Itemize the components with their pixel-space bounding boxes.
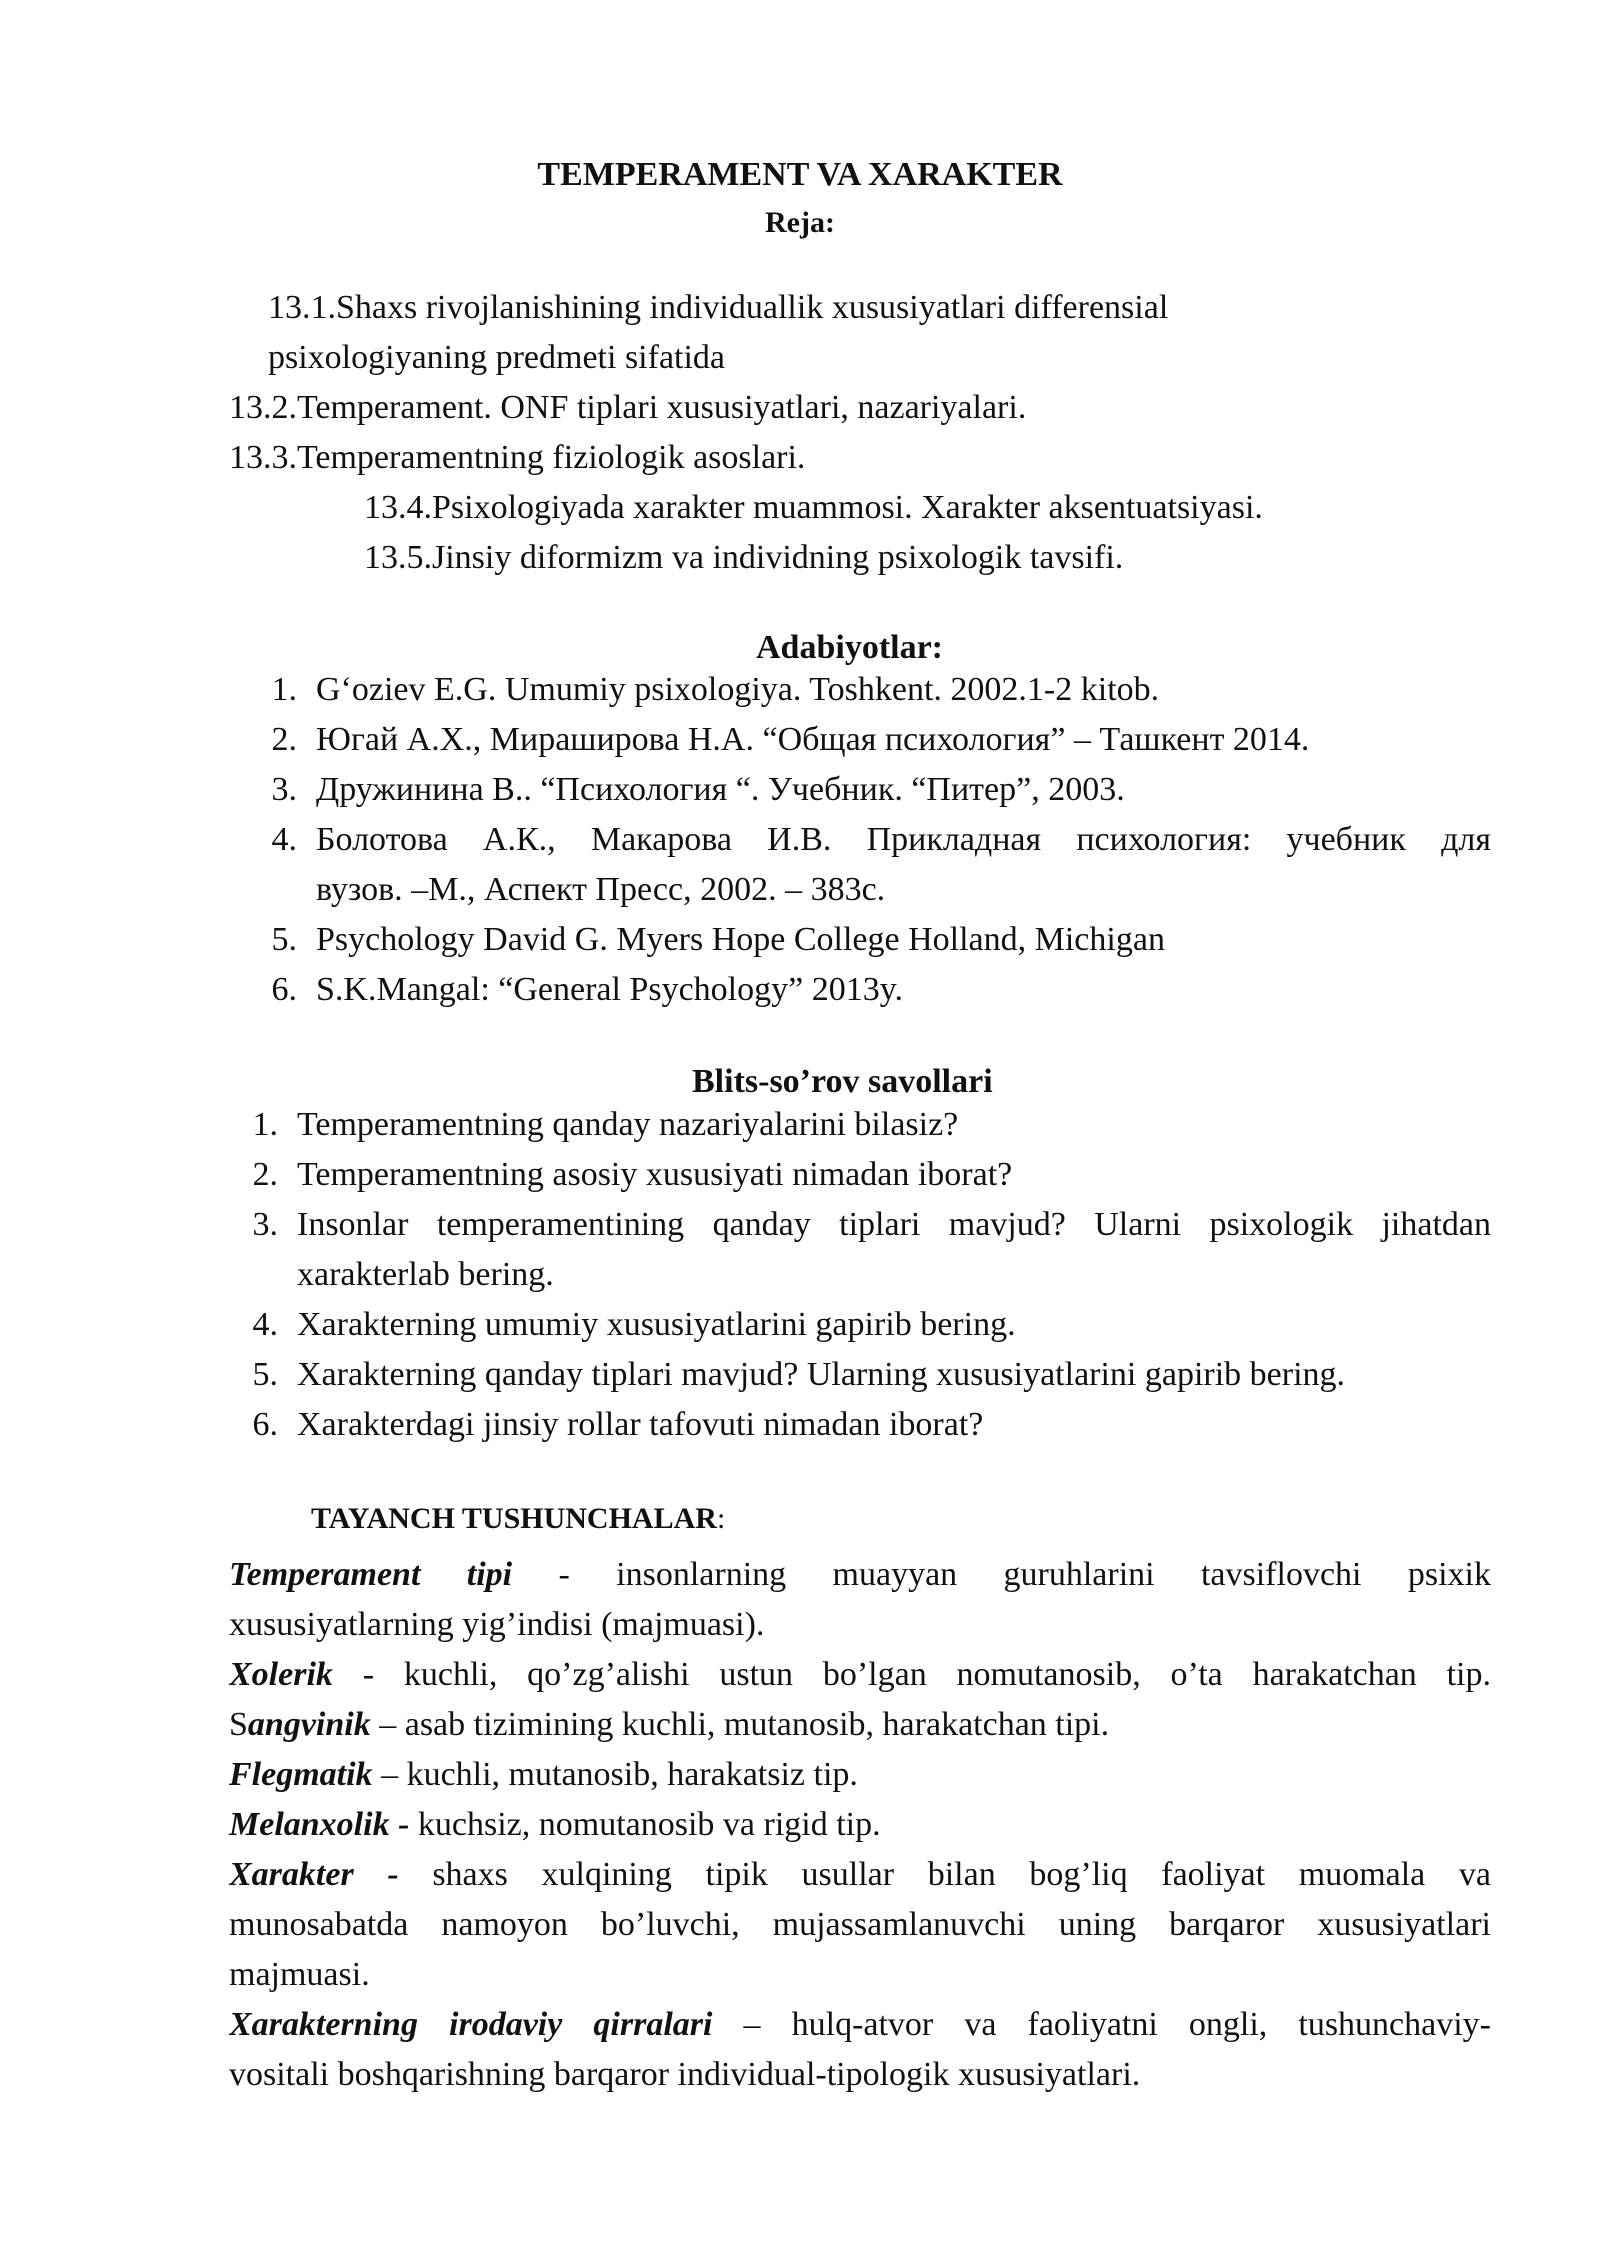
list-number: 1.	[252, 1106, 278, 1143]
question-item	[0, 1400, 1600, 1450]
literature-text-line-2: вузов. –М., Аспект Пресс, 2002. – 383с.	[316, 871, 886, 908]
concept-flegmatik	[229, 1750, 1491, 1800]
concept-term: Temperament tipi	[229, 1556, 513, 1593]
concept-term: Melanxolik -	[229, 1806, 410, 1843]
concept-definition: - insonlarning muayyan guruhlarini tavsiflovchi psixik	[512, 1556, 1491, 1593]
concept-term-prefix: S	[229, 1706, 248, 1743]
list-number: 1.	[271, 671, 297, 708]
concept-definition: shaxs xulqining tipik usullar bilan bog’liq faoliyat muomala va	[398, 1856, 1491, 1893]
literature-text: Psychology David G. Myers Hope College Holland, Michigan	[316, 921, 1165, 958]
concept-xolerik	[229, 1650, 1491, 1700]
plan-heading: Reja:	[765, 206, 835, 239]
concept-irodaviy-qirralar-line-1	[229, 2000, 1491, 2050]
concepts-block	[229, 1550, 1491, 2100]
concept-definition: kuchsiz, nomutanosib va rigid tip.	[409, 1806, 881, 1843]
literature-text: S.K.Mangal: “General Psychology” 2013y.	[316, 971, 904, 1008]
plan-item-1-line-1: 13.1.Shaxs rivojlanishining individuallik xususiyatlari differensial	[268, 289, 1169, 326]
key-concepts-heading	[311, 1494, 725, 1544]
list-number: 6.	[271, 971, 297, 1008]
literature-heading: Adabiyotlar:	[756, 629, 943, 666]
question-item	[0, 1150, 1600, 1200]
literature-item	[0, 965, 1600, 1015]
plan-item-2: 13.2.Temperament. ONF tiplari xususiyatlari, nazariyalari.	[229, 389, 1027, 426]
concept-temperament-tipi-line-2: xususiyatlarning yig’indisi (majmuasi).	[229, 1606, 765, 1643]
concept-term: Xarakterning irodaviy qirralari	[229, 2006, 713, 2043]
question-text: Temperamentning asosiy xususiyati nimadan iborat?	[297, 1156, 1013, 1193]
list-number: 5.	[252, 1356, 278, 1393]
literature-text: Югай А.Х., Мираширова Н.А. “Общая психология” – Ташкент 2014.	[316, 721, 1310, 758]
literature-text: G‘oziev E.G. Umumiy psixologiya. Toshkent. 2002.1-2 kitob.	[316, 671, 1160, 708]
concept-xarakter-line-3: majmuasi.	[229, 1956, 370, 1993]
plan-item-3: 13.3.Temperamentning fiziologik asoslari.	[229, 439, 806, 476]
literature-item	[0, 715, 1600, 765]
concept-definition: – asab tizimining kuchli, mutanosib, harakatchan tipi.	[370, 1706, 1110, 1743]
list-number: 4.	[271, 821, 297, 858]
key-concepts-colon: :	[716, 1502, 726, 1535]
questions-heading: Blits-so’rov savollari	[692, 1063, 993, 1100]
concept-term: Xolerik	[229, 1656, 333, 1693]
literature-text-line-1: Болотова А.К., Макарова И.В. Прикладная психология: учебник для	[316, 821, 1491, 858]
concept-xarakter-line-1	[229, 1850, 1491, 1900]
literature-item	[0, 665, 1600, 715]
question-item	[0, 1100, 1600, 1150]
concept-melanxolik	[229, 1800, 1491, 1850]
question-text: Temperamentning qanday nazariyalarini bilasiz?	[297, 1106, 959, 1143]
question-text: Xarakterning umumiy xususiyatlarini gapirib bering.	[297, 1306, 1016, 1343]
question-text-line-1: Insonlar temperamentining qanday tiplari mavjud? Ularni psixologik jihatdan	[297, 1206, 1491, 1243]
question-text: Xarakterdagi jinsiy rollar tafovuti nimadan iborat?	[297, 1406, 984, 1443]
question-item	[0, 1200, 1600, 1300]
plan-item-1-line-2: psixologiyaning predmeti sifatida	[268, 339, 726, 376]
concept-xarakter-line-2: munosabatda namoyon bo’luvchi, mujassamlanuvchi uning barqaror xususiyatlari	[229, 1906, 1491, 1943]
plan-item-5: 13.5.Jinsiy diformizm va individning psixologik tavsifi.	[364, 539, 1124, 576]
literature-item	[0, 765, 1600, 815]
list-number: 5.	[271, 921, 297, 958]
concept-term: Flegmatik	[229, 1756, 373, 1793]
list-number: 3.	[252, 1206, 278, 1243]
question-item	[0, 1300, 1600, 1350]
concept-definition: - kuchli, qo’zg’alishi ustun bo’lgan nomutanosib, o’ta harakatchan tip.	[332, 1656, 1491, 1693]
list-number: 3.	[271, 771, 297, 808]
plan-item-4: 13.4.Psixologiyada xarakter muammosi. Xarakter aksentuatsiyasi.	[364, 489, 1263, 526]
concept-definition: – kuchli, mutanosib, harakatsiz tip.	[372, 1756, 858, 1793]
concept-sangvinik	[229, 1700, 1491, 1750]
question-text-line-2: xarakterlab bering.	[297, 1256, 554, 1293]
list-number: 6.	[252, 1406, 278, 1443]
key-concepts-heading-text: TAYANCH TUSHUNCHALAR	[311, 1502, 717, 1535]
concept-irodaviy-qirralar-line-2: vositali boshqarishning barqaror individual-tipologik xususiyatlari.	[229, 2056, 1141, 2093]
concept-temperament-tipi-line-1	[229, 1550, 1491, 1600]
page-title: TEMPERAMENT VA XARAKTER	[537, 156, 1063, 193]
concept-definition: – hulq-atvor va faoliyatni ongli, tushunchaviy-	[712, 2006, 1491, 2043]
literature-text: Дружинина В.. “Психология “. Учебник. “Питер”, 2003.	[316, 771, 1125, 808]
list-number: 4.	[252, 1306, 278, 1343]
list-number: 2.	[271, 721, 297, 758]
literature-item	[0, 915, 1600, 965]
concept-term: angvinik	[247, 1706, 371, 1743]
question-item	[0, 1350, 1600, 1400]
question-text: Xarakterning qanday tiplari mavjud? Ularning xususiyatlarini gapirib bering.	[297, 1356, 1346, 1393]
concept-term: Xarakter -	[229, 1856, 399, 1893]
literature-item	[0, 815, 1600, 915]
list-number: 2.	[252, 1156, 278, 1193]
